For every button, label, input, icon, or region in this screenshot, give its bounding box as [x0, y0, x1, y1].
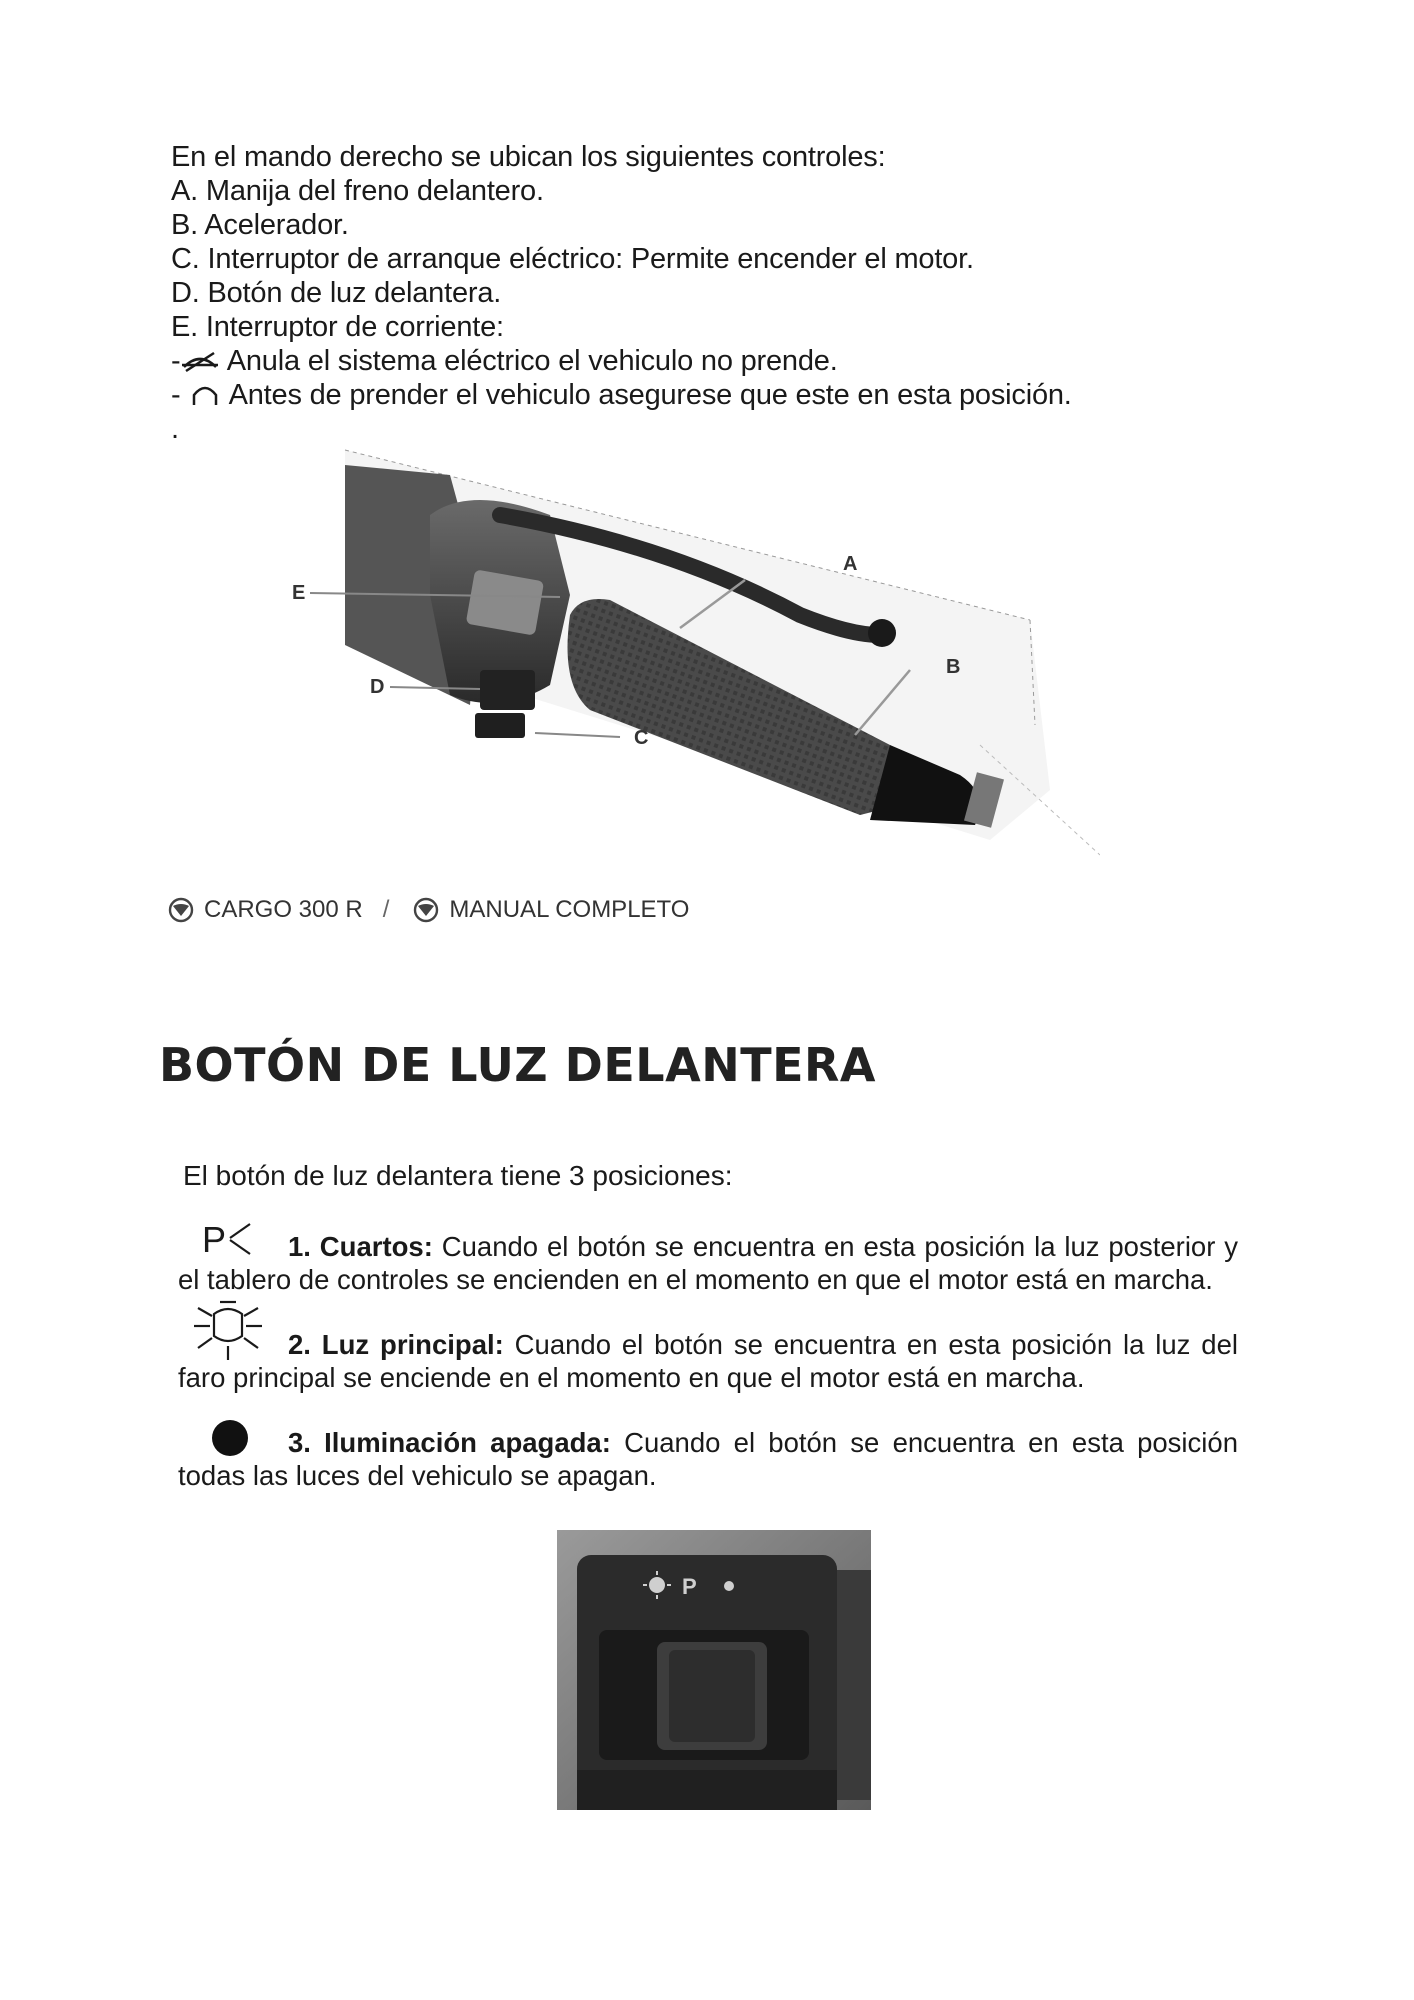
position-2-title: 2. Luz principal: [288, 1329, 504, 1360]
control-item-a: A. Manija del freno delantero. [171, 175, 544, 207]
page-title: BOTÓN DE LUZ DELANTERA [159, 1038, 877, 1092]
light-position-2 [178, 1328, 1238, 1394]
switch-off-text: Anula el sistema eléctrico el vehiculo no prende. [226, 345, 838, 377]
control-item-b: B. Acelerador. [171, 209, 349, 241]
position-1-title: 1. Cuartos: [288, 1231, 433, 1262]
position-1-text: Cuando el botón se encuentra en esta posición la luz posterior y el tablero de controles se encienden en el momento en que el motor está en marcha. [178, 1231, 1239, 1295]
switch-off-row: - Anula el sistema eléctrico el vehiculo no prende. [171, 345, 838, 377]
position-2-text: Cuando el botón se encuentra en esta posición la luz del faro principal se enciende en el momento en que el motor está en marcha. [178, 1329, 1238, 1393]
start-button [475, 713, 525, 738]
light-button [480, 670, 535, 710]
light-position-3 [178, 1426, 1238, 1492]
light-intro: El botón de luz delantera tiene 3 posiciones: [183, 1160, 733, 1191]
label-e: E [292, 582, 306, 604]
control-item-d: D. Botón de luz delantera. [171, 277, 502, 309]
label-d: D [370, 676, 385, 698]
sun-icon [649, 1577, 665, 1593]
stray-dot: . [171, 413, 179, 445]
breadcrumb [168, 896, 689, 924]
switch-on-row: - Antes de prender el vehiculo asegurese que este en esta posición. [171, 379, 1072, 411]
svg-text:P: P [682, 1574, 697, 1599]
breadcrumb-separator: / [382, 896, 390, 923]
breadcrumb-item-model[interactable]: CARGO 300 R [204, 896, 363, 923]
handlebar-diagram [270, 445, 1100, 865]
light-position-1 [178, 1230, 1238, 1296]
position-3-title: 3. Iluminación apagada: [288, 1427, 611, 1458]
label-c: C [634, 727, 649, 749]
breadcrumb-item-manual[interactable]: MANUAL COMPLETO [449, 896, 690, 923]
control-item-e: E. Interruptor de corriente: [171, 311, 504, 343]
label-a: A [843, 553, 858, 575]
light-switch-photo [557, 1530, 871, 1810]
position-3-text: Cuando el botón se encuentra en esta posición todas las luces del vehiculo se apagan. [178, 1427, 1238, 1491]
brand-logo-icon [413, 897, 439, 923]
switch-on-icon [188, 383, 222, 409]
label-b: B [946, 656, 961, 678]
switch-on-text: Antes de prender el vehiculo asegurese que este en esta posición. [228, 379, 1072, 411]
svg-text:P: P [202, 1219, 227, 1258]
controls-intro: En el mando derecho se ubican los siguientes controles: [171, 141, 886, 173]
control-item-c: C. Interruptor de arranque eléctrico: Permite encender el motor. [171, 243, 974, 275]
brand-logo-icon [168, 897, 194, 923]
switch-off-icon [180, 349, 220, 375]
